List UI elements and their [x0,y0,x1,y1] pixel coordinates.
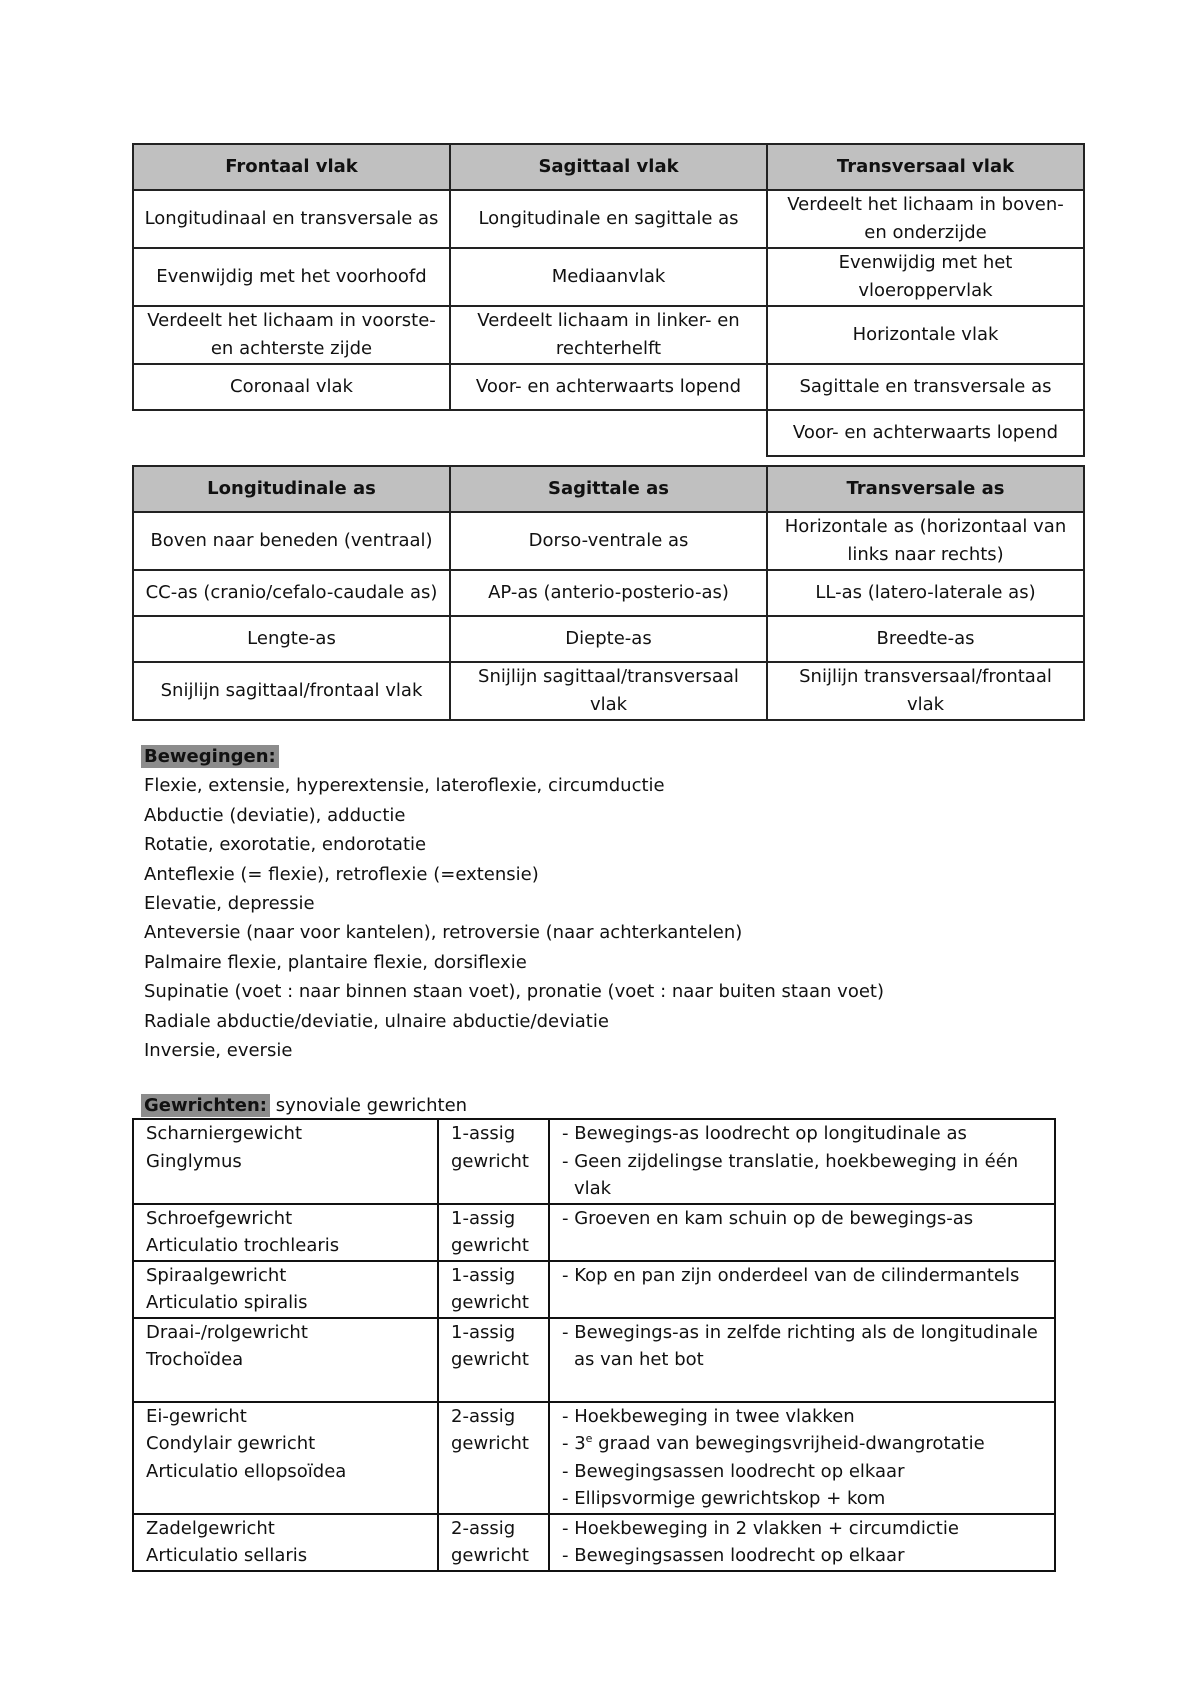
joint-axis-line: gewricht [451,1150,529,1172]
joint-name-line: Trochoïdea [146,1349,244,1370]
joint-row [133,1119,1055,1204]
joint-description [549,1514,1055,1571]
joint-description [549,1402,1055,1514]
joint-axis [438,1204,549,1261]
movements-line: Palmaire flexie, plantaire flexie, dorsiflexie [144,951,527,973]
planes-empty-cell [133,410,450,456]
planes-row [133,248,1084,306]
joints-subheading: synoviale gewrichten [269,1095,468,1116]
axes-table [132,465,1085,721]
joint-name [133,1261,438,1318]
joint-name-line: Ginglymus [146,1150,242,1172]
planes-row [133,306,1084,364]
planes-header-cell: Sagittaal vlak [450,144,767,190]
axes-header-cell: Transversale as [767,466,1084,512]
joint-description-line: - Bewegingsassen loodrecht op elkaar [562,1545,905,1566]
joint-axis-line: gewricht [451,1235,529,1256]
axes-cell: CC-as (cranio/cefalo-caudale as) [133,570,450,616]
movements-line: Elevatie, depressie [144,893,315,915]
joint-axis [438,1402,549,1514]
joint-axis-line: gewricht [451,1292,529,1313]
movements-line: Rotatie, exorotatie, endorotatie [144,834,427,856]
axes-header-cell: Longitudinale as [133,466,450,512]
joint-name [133,1318,438,1402]
joint-description [549,1318,1055,1402]
axes-cell: Snijlijn sagittaal/frontaal vlak [133,662,450,720]
joint-name [133,1204,438,1261]
planes-cell: Mediaanvlak [450,248,767,306]
planes-empty-cell [450,410,767,456]
axes-cell: Lengte-as [133,616,450,662]
planes-row [133,364,1084,410]
joint-name [133,1402,438,1514]
planes-cell: Evenwijdig met het voorhoofd [133,248,450,306]
joint-axis-line: gewricht [451,1349,529,1370]
movements-line: Flexie, extensie, hyperextensie, lateroflexie, circumductie [144,775,665,797]
joint-description [549,1119,1055,1204]
joint-name-line: Articulatio spiralis [146,1292,308,1313]
joint-name-line: Draai-/rolgewricht [146,1321,308,1343]
joint-description [549,1261,1055,1318]
movements-heading: Bewegingen: [141,745,279,768]
joint-description-line: - Kop en pan zijn onderdeel van de cilindermantels [562,1264,1020,1286]
planes-row [133,410,1084,456]
joints-table [132,1118,1056,1572]
joint-axis-line: 1-assig [451,1264,516,1286]
joint-name-line: Articulatio sellaris [146,1545,308,1566]
joint-description-line: - Bewegings-as loodrecht op longitudinale as [562,1123,967,1144]
joint-description-line: - Hoekbeweging in 2 vlakken + circumdictie [562,1517,959,1539]
joint-description-line: - Hoekbeweging in twee vlakken [562,1405,855,1427]
axes-cell: Dorso-ventrale as [450,512,767,570]
movements-section [144,742,884,1065]
joint-row [133,1204,1055,1261]
joint-name-line: Spiraalgewricht [146,1264,287,1286]
joints-heading-line [144,1093,467,1119]
axes-cell: AP-as (anterio-posterio-as) [450,570,767,616]
joint-axis-line: gewricht [451,1433,529,1454]
joint-description-line: - Groeven en kam schuin op de bewegings-as [562,1207,974,1229]
axes-cell: Horizontale as (horizontaal van links naar rechts) [767,512,1084,570]
joint-axis-line: 2-assig [451,1517,516,1539]
joint-description-line: - Geen zijdelingse translatie, hoekbeweging in één vlak [562,1150,1019,1199]
movements-line: Supinatie (voet : naar binnen staan voet), pronatie (voet : naar buiten staan voet) [144,981,885,1003]
joint-name-line: Articulatio trochlearis [146,1235,340,1256]
axes-row [133,570,1084,616]
planes-cell: Horizontale vlak [767,306,1084,364]
joint-name-line: Schroefgewricht [146,1207,293,1229]
joint-description-line: - Ellipsvormige gewrichtskop + kom [562,1488,886,1509]
planes-cell: Sagittale en transversale as [767,364,1084,410]
movements-line: Anteversie (naar voor kantelen), retroversie (naar achterkantelen) [144,922,743,944]
axes-header-row [133,466,1084,512]
planes-header-cell: Frontaal vlak [133,144,450,190]
joint-name-line: Zadelgewricht [146,1517,275,1539]
axes-cell: Snijlijn transversaal/frontaal vlak [767,662,1084,720]
axes-cell: Snijlijn sagittaal/transversaal vlak [450,662,767,720]
joint-row [133,1261,1055,1318]
axes-cell: Boven naar beneden (ventraal) [133,512,450,570]
movements-line: Abductie (deviatie), adductie [144,804,406,826]
planes-cell: Verdeelt het lichaam in voorste- en achterste zijde [133,306,450,364]
joint-axis-line: 2-assig [451,1405,516,1427]
joint-description [549,1204,1055,1261]
joint-axis-line: 1-assig [451,1207,516,1229]
axes-row [133,616,1084,662]
planes-cell: Coronaal vlak [133,364,450,410]
joint-axis-line: gewricht [451,1545,529,1566]
joint-name-line: Scharniergewicht [146,1123,302,1144]
movements-line: Inversie, eversie [144,1040,293,1062]
joint-axis [438,1318,549,1402]
joint-row [133,1514,1055,1571]
joint-axis-line: 1-assig [451,1321,516,1343]
joint-name [133,1514,438,1571]
joint-description-line: - Bewegings-as in zelfde richting als de longitudinale as van het bot [562,1321,1038,1370]
joint-description-line: - 3e graad van bewegingsvrijheid-dwangrotatie [562,1432,985,1454]
planes-row [133,190,1084,248]
axes-row [133,512,1084,570]
joint-row [133,1318,1055,1402]
planes-header-row [133,144,1084,190]
joint-axis [438,1261,549,1318]
axes-row [133,662,1084,720]
planes-cell: Verdeelt het lichaam in boven- en onderzijde [767,190,1084,248]
axes-cell: Breedte-as [767,616,1084,662]
planes-cell: Evenwijdig met het vloeroppervlak [767,248,1084,306]
axes-cell: LL-as (latero-laterale as) [767,570,1084,616]
planes-header-cell: Transversaal vlak [767,144,1084,190]
joint-name-line: Condylair gewricht [146,1433,316,1454]
joint-name-line: Ei-gewricht [146,1405,247,1427]
planes-cell: Voor- en achterwaarts lopend [767,410,1084,456]
joint-axis [438,1119,549,1204]
planes-cell: Voor- en achterwaarts lopend [450,364,767,410]
joint-row [133,1402,1055,1514]
joint-description-line: - Bewegingsassen loodrecht op elkaar [562,1460,905,1482]
movements-line: Anteflexie (= flexie), retroflexie (=extensie) [144,863,539,885]
planes-cell: Verdeelt lichaam in linker- en rechterhelft [450,306,767,364]
planes-cell: Longitudinale en sagittale as [450,190,767,248]
joint-axis [438,1514,549,1571]
joints-heading: Gewrichten: [141,1094,270,1117]
movements-line: Radiale abductie/deviatie, ulnaire abductie/deviatie [144,1010,609,1032]
joint-name [133,1119,438,1204]
planes-cell: Longitudinaal en transversale as [133,190,450,248]
joint-axis-line: 1-assig [451,1123,516,1144]
planes-table [132,143,1085,457]
axes-cell: Diepte-as [450,616,767,662]
joint-name-line: Articulatio ellopsoïdea [146,1460,347,1482]
axes-header-cell: Sagittale as [450,466,767,512]
